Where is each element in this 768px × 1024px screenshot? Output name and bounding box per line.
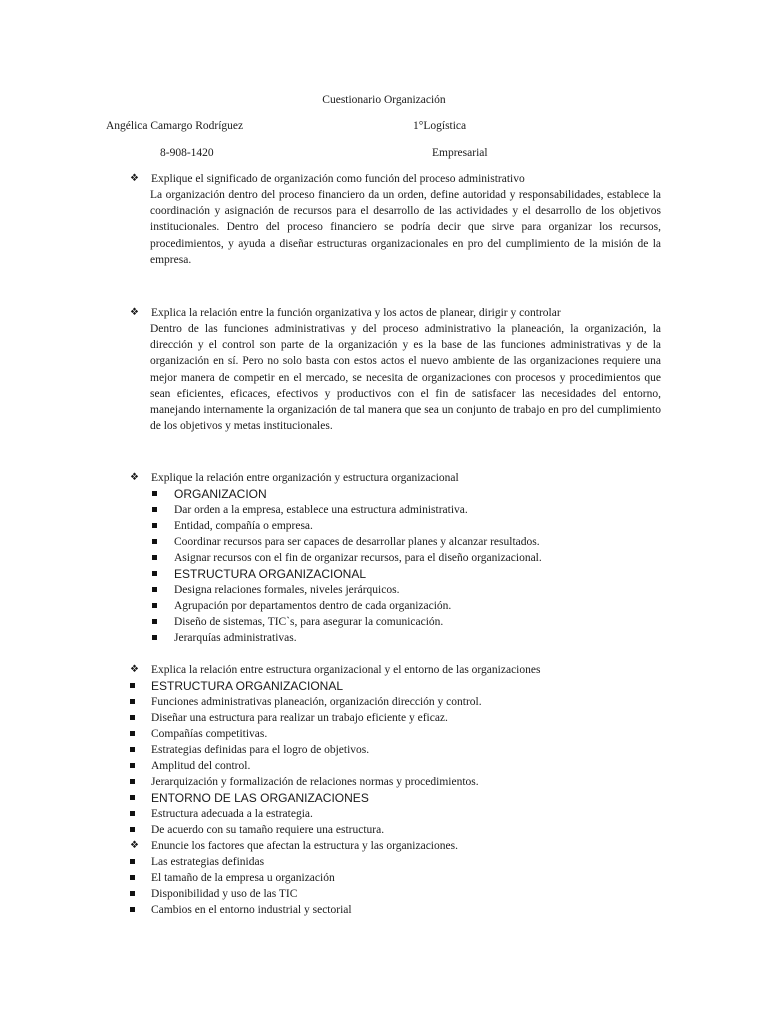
square-bullet-icon (152, 523, 157, 528)
square-bullet-icon (130, 795, 135, 800)
answer-1: La organización dentro del proceso financiero da un orden, define autoridad y responsabilidades, establece la coordinación y asignación de recursos para el desarrollo de las actividades y el desarrollo de los objetivos institucionales. Dentro del proceso financiero se podría decir que sirve para organizar los recursos, procedimientos, y ayuda a diseñar estructuras organizacionales en pro del cumplimiento de la misión de la empresa. (150, 189, 661, 266)
square-bullet-icon (152, 507, 157, 512)
square-bullet-icon (130, 779, 135, 784)
square-bullet-icon (130, 859, 135, 864)
square-bullet-icon (130, 891, 135, 896)
square-bullet-icon (130, 683, 135, 688)
square-bullet-icon (152, 555, 157, 560)
document-page: Cuestionario Organización Angélica Camargo Rodríguez 1°Logística 8-908-1420 Empresarial ❖ Explique el significado de organización como función del proceso administrativo La organización dentro del proceso financiero da un orden, define autoridad y responsabilidades, establece la coordinación y asignación de recursos para el desarrollo de las actividades y el desarrollo de los objetivos institucionales. Dentro del proceso financiero se podría decir que sirve para organizar los recursos, procedimientos, y ayuda a diseñar estructuras organizacionales en pro del cumplimiento de la misión de la empresa. ❖ Explica la relación entre la función organizativa y los actos de planear, dirigir y controlar Dentro de las funciones administrativas y del proceso administrativo la planeación, la organización, la dirección y el control son parte de la organización y es la base de las funciones administrativas y de la organización en sí. Pero no solo basta con estos actos el nuevo ambiente de las organizaciones requiere una mejor manera de competir en el mercado, se necesita de organizaciones con procesos y procedimientos que sean eficientes, eficaces, efectivos y productivos con el fin de satisfacer las necesidades del entorno, manejando internamente la organización de tal manera que sea un conjunto de trabajo en pro del cumplimiento de los objetivos y metas institucionales. ❖ Explique la relación entre organización y estructura organizacional ORGANIZACION Dar orden a la empresa, establece una estructura administrativa. Entidad, compañía o empresa. Coordinar recursos para ser capaces de desarrollar planes y alcanzar resultados. Asignar recursos con el fin de organizar recursos, para el diseño organizacional. ESTRUCTURA ORGANIZACIONAL Designa relaciones formales, niveles jerárquicos. Agrupación por departamentos dentro de cada organización. Diseño de sistemas, TIC`s, para asegurar la comunicación. Jerarquías administrativas. ❖ Explica la relación entre estructura organizacional y el entorno de las organizaciones ESTRUCTURA ORGANIZACIONAL Funciones administrativas planeación, organización dirección y control. Diseñar una estructura para realizar un trabajo eficiente y eficaz. Compañías competitivas. Estrategias definidas para el logro de objetivos. Amplitud del control. Jerarquización y formalización de relaciones normas y procedimientos. ENTORNO DE LAS ORGANIZACIONES Estructura adecuada a la estrategia. De acuerdo con su tamaño requiere una estructura. ❖ Enuncie los factores que afectan la estructura y las organizaciones. Las estrategias definidas El tamaño de la empresa u organización Disponibilidad y uso de las TIC Cambios en el entorno industrial y sectorial (0, 0, 768, 1024)
question-text: Enuncie los factores que afectan la estructura y las organizaciones. (151, 840, 458, 852)
square-bullet-icon (130, 699, 135, 704)
question-text: Explica la relación entre estructura organizacional y el entorno de las organizaciones (151, 664, 541, 676)
question-text: Explica la relación entre la función organizativa y los actos de planear, dirigir y controlar (151, 307, 561, 319)
diamond-bullet-icon: ❖ (130, 840, 139, 851)
square-bullet-icon (130, 875, 135, 880)
square-bullet-icon (130, 747, 135, 752)
square-bullet-icon (152, 539, 157, 544)
square-bullet-icon (152, 619, 157, 624)
diamond-bullet-icon: ❖ (130, 173, 139, 184)
square-bullet-icon (130, 827, 135, 832)
diamond-bullet-icon: ❖ (130, 472, 139, 483)
diamond-bullet-icon: ❖ (130, 664, 139, 675)
square-bullet-icon (130, 907, 135, 912)
square-bullet-icon (152, 587, 157, 592)
document-title: Cuestionario Organización (322, 94, 446, 106)
square-bullet-icon (130, 715, 135, 720)
square-bullet-icon (152, 491, 157, 496)
square-bullet-icon (152, 635, 157, 640)
author-area: Empresarial (432, 147, 488, 159)
author-group: 1°Logística (413, 120, 467, 132)
square-bullet-icon (130, 763, 135, 768)
square-bullet-icon (130, 731, 135, 736)
author-id: 8-908-1420 (160, 147, 214, 159)
square-bullet-icon (152, 603, 157, 608)
question-text: Explique el significado de organización como función del proceso administrativo (151, 173, 525, 185)
author-name: Angélica Camargo Rodríguez (106, 120, 244, 132)
diamond-bullet-icon: ❖ (130, 307, 139, 318)
square-bullet-icon (130, 811, 135, 816)
answer-2: Dentro de las funciones administrativas y del proceso administrativo la planeación, la organización, la dirección y el control son parte de la organización y es la base de las funciones administrativas y de la organización en sí. Pero no solo basta con estos actos el nuevo ambiente de las organizaciones requiere una mejor manera de competir en el mercado, se necesita de organizaciones con procesos y procedimientos que sean eficientes, eficaces, efectivos y productivos con el fin de satisfacer las necesidades del entorno, manejando internamente la organización de tal manera que sea un conjunto de trabajo en pro del cumplimiento de los objetivos y metas institucionales. (150, 323, 661, 433)
square-bullet-icon (152, 571, 157, 576)
question-text: Explique la relación entre organización y estructura organizacional (151, 472, 459, 484)
